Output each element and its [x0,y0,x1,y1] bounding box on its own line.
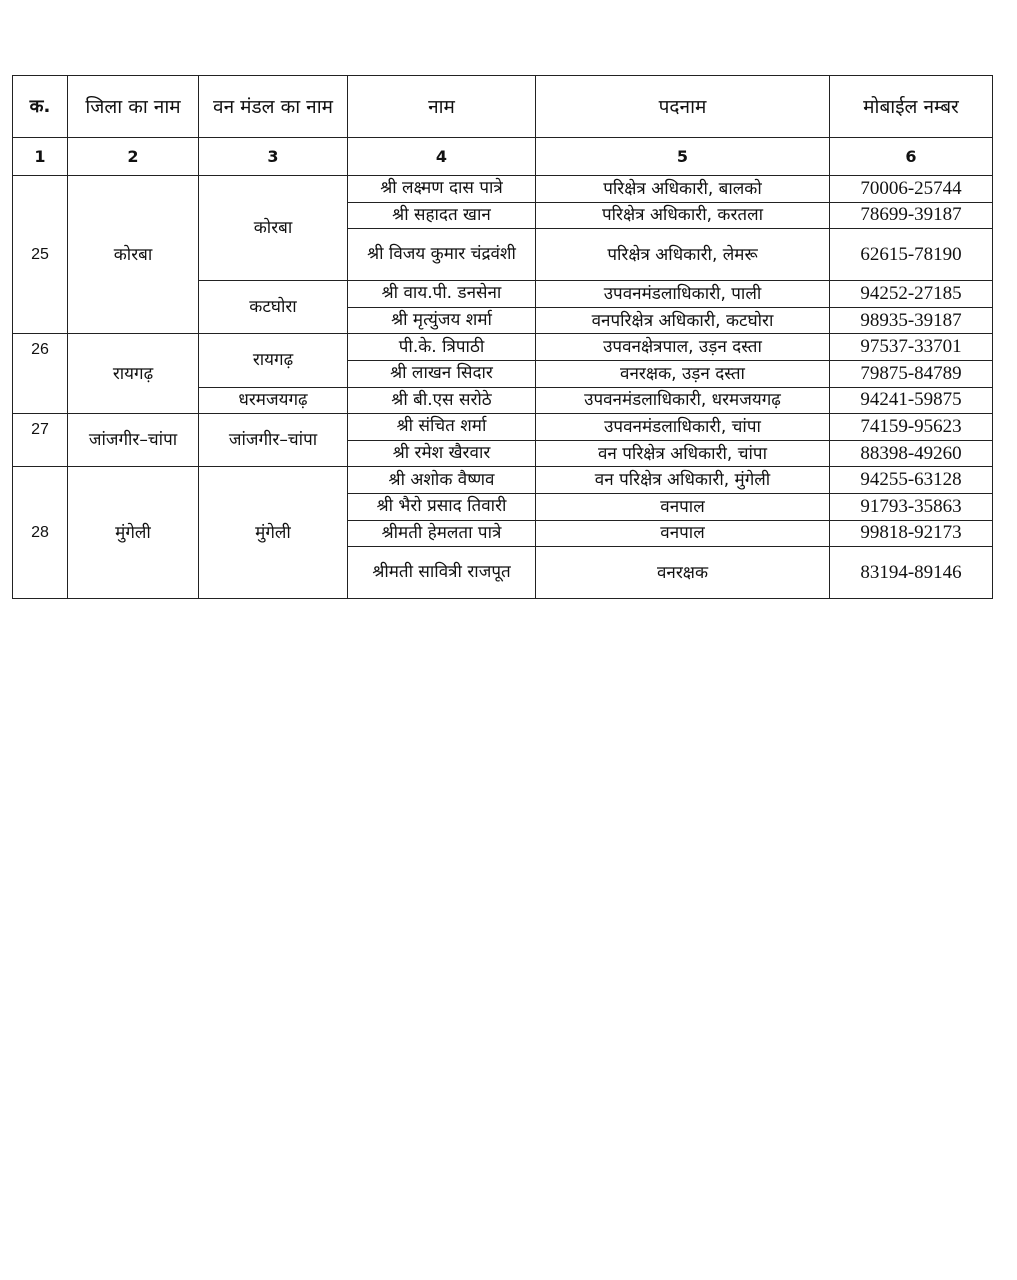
district-cell: रायगढ़ [68,334,199,414]
designation-cell: वन परिक्षेत्र अधिकारी, चांपा [536,440,830,467]
designation-cell: वनपरिक्षेत्र अधिकारी, कटघोरा [536,307,830,334]
header-row [13,76,993,138]
mobile-number-cell: 94241-59875 [830,387,993,414]
mobile-number-cell: 62615-78190 [830,229,993,281]
column-number-row [13,138,993,176]
name-cell: श्री भैरो प्रसाद तिवारी [348,493,536,520]
col-header-designation: पदनाम [536,76,830,138]
column-number: 4 [348,138,536,176]
col-header-district: जिला का नाम [68,76,199,138]
table-body [13,138,993,599]
table-row [13,334,993,361]
division-cell: रायगढ़ [199,334,348,387]
serial-number-cell: 25 [13,176,68,334]
division-cell: कटघोरा [199,281,348,334]
mobile-number-cell: 91793-35863 [830,493,993,520]
mobile-number-cell: 83194-89146 [830,547,993,599]
name-cell: श्री लाखन सिदार [348,360,536,387]
mobile-number-cell: 79875-84789 [830,360,993,387]
mobile-number-cell: 70006-25744 [830,176,993,203]
designation-cell: वनपाल [536,493,830,520]
mobile-number-cell: 99818-92173 [830,520,993,547]
table-row [13,414,993,441]
designation-cell: वनपाल [536,520,830,547]
col-header-serial: क. [13,76,68,138]
mobile-number-cell: 88398-49260 [830,440,993,467]
mobile-number-cell: 74159-95623 [830,414,993,441]
column-number: 1 [13,138,68,176]
serial-number-cell: 27 [13,414,68,467]
designation-cell: परिक्षेत्र अधिकारी, बालको [536,176,830,203]
column-number: 6 [830,138,993,176]
serial-number-cell: 26 [13,334,68,414]
division-cell: धरमजयगढ़ [199,387,348,414]
mobile-number-cell: 94252-27185 [830,281,993,308]
col-header-division: वन मंडल का नाम [199,76,348,138]
table-row [13,467,993,494]
designation-cell: उपवनक्षेत्रपाल, उड़न दस्ता [536,334,830,361]
column-number: 5 [536,138,830,176]
name-cell: श्री बी.एस सरोठे [348,387,536,414]
name-cell: श्री लक्ष्मण दास पात्रे [348,176,536,203]
mobile-number-cell: 78699-39187 [830,202,993,229]
col-header-mobile: मोबाईल नम्बर [830,76,993,138]
col-header-name: नाम [348,76,536,138]
column-number: 3 [199,138,348,176]
designation-cell: वनरक्षक, उड़न दस्ता [536,360,830,387]
name-cell: श्री सहादत खान [348,202,536,229]
name-cell: पी.के. त्रिपाठी [348,334,536,361]
contacts-table [12,75,993,599]
designation-cell: उपवनमंडलाधिकारी, धरमजयगढ़ [536,387,830,414]
mobile-number-cell: 94255-63128 [830,467,993,494]
name-cell: श्री विजय कुमार चंद्रवंशी [348,229,536,281]
name-cell: श्री अशोक वैष्णव [348,467,536,494]
division-cell: जांजगीर–चांपा [199,414,348,467]
serial-number-cell: 28 [13,467,68,599]
table-row [13,176,993,203]
district-cell: कोरबा [68,176,199,334]
mobile-number-cell: 98935-39187 [830,307,993,334]
name-cell: श्री मृत्युंजय शर्मा [348,307,536,334]
designation-cell: वनरक्षक [536,547,830,599]
district-cell: मुंगेली [68,467,199,599]
division-cell: कोरबा [199,176,348,281]
name-cell: श्री वाय.पी. डनसेना [348,281,536,308]
division-cell: मुंगेली [199,467,348,599]
name-cell: श्रीमती हेमलता पात्रे [348,520,536,547]
name-cell: श्रीमती सावित्री राजपूत [348,547,536,599]
designation-cell: उपवनमंडलाधिकारी, चांपा [536,414,830,441]
designation-cell: वन परिक्षेत्र अधिकारी, मुंगेली [536,467,830,494]
district-cell: जांजगीर–चांपा [68,414,199,467]
designation-cell: उपवनमंडलाधिकारी, पाली [536,281,830,308]
name-cell: श्री संचित शर्मा [348,414,536,441]
mobile-number-cell: 97537-33701 [830,334,993,361]
column-number: 2 [68,138,199,176]
designation-cell: परिक्षेत्र अधिकारी, लेमरू [536,229,830,281]
designation-cell: परिक्षेत्र अधिकारी, करतला [536,202,830,229]
name-cell: श्री रमेश खैरवार [348,440,536,467]
